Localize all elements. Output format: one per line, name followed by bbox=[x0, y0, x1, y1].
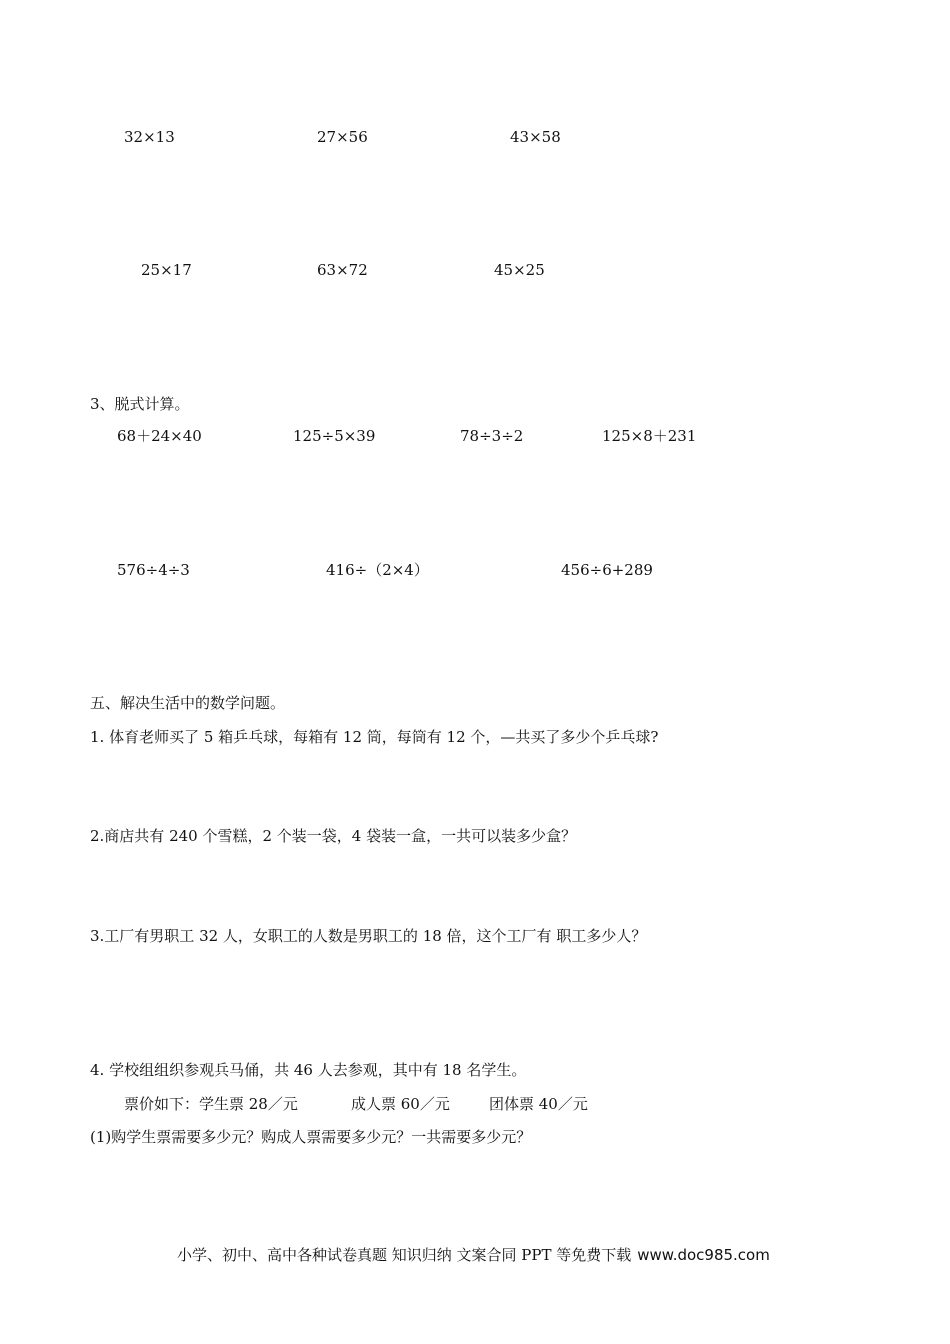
expr-45x25: 45×25 bbox=[494, 261, 545, 279]
calc-expr-4: 125×8＋231 bbox=[602, 427, 697, 445]
page-footer bbox=[177, 1245, 770, 1265]
question-1: 1. 体育老师买了 5 箱乒乓球，每箱有 12 筒，每筒有 12 个，—共买了多少个乒乓球? bbox=[90, 728, 659, 746]
question-4-part-1: (1)购学生票需要多少元？购成人票需要多少元？一共需要多少元？ bbox=[90, 1128, 532, 1146]
calc-expr-2: 125÷5×39 bbox=[293, 427, 376, 445]
question-4: 4. 学校组组织参观兵马俑，共 46 人去参观，其中有 18 名学生。 bbox=[90, 1061, 527, 1079]
expr-43x58: 43×58 bbox=[510, 128, 561, 146]
price-adult: 成人票 60／元 bbox=[351, 1095, 450, 1113]
calc-expr-7: 456÷6+289 bbox=[561, 561, 653, 579]
calc-expr-5: 576÷4÷3 bbox=[117, 561, 190, 579]
section3-heading: 3、脱式计算。 bbox=[90, 395, 190, 413]
footer-url[interactable]: www.doc985.com bbox=[637, 1246, 770, 1264]
calc-expr-1: 68＋24×40 bbox=[117, 427, 202, 445]
question-3: 3.工厂有男职工 32 人，女职工的人数是男职工的 18 倍，这个工厂有 职工多少人？ bbox=[90, 927, 647, 945]
question-2: 2.商店共有 240 个雪糕，2 个装一袋，4 袋装一盒，一共可以装多少盒？ bbox=[90, 827, 577, 845]
expr-27x56: 27×56 bbox=[317, 128, 368, 146]
section5-heading: 五、解决生活中的数学问题。 bbox=[90, 694, 286, 712]
expr-32x13: 32×13 bbox=[124, 128, 175, 146]
price-group: 团体票 40／元 bbox=[489, 1095, 588, 1113]
expr-63x72: 63×72 bbox=[317, 261, 368, 279]
calc-expr-3: 78÷3÷2 bbox=[460, 427, 524, 445]
calc-expr-6: 416÷（2×4） bbox=[326, 561, 429, 579]
price-student: 票价如下：学生票 28／元 bbox=[124, 1095, 298, 1113]
expr-25x17: 25×17 bbox=[141, 261, 192, 279]
footer-text: 小学、初中、高中各种试卷真题 知识归纳 文案合同 PPT 等免费下载 bbox=[177, 1246, 632, 1264]
